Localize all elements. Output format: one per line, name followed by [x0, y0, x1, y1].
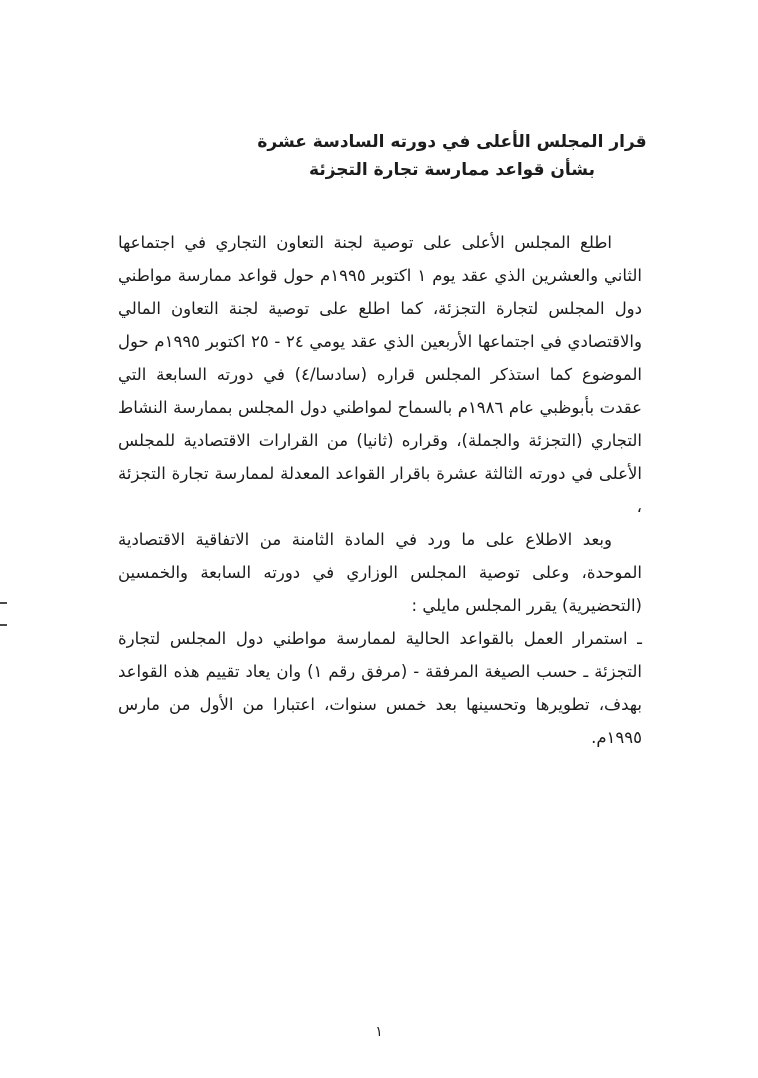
paragraph-decision-item: ـ استمرار العمل بالقواعد الحالية لممارسة مواطني دول المجلس لتجارة التجزئة ـ حسب الصيغة المرفقة - (مرفق رقم ١) وان يعاد تقييم هذه القواعد بهدف، تطويرها وتحسينها بعد خمس سنوات، اعتبارا من الأول من مارس ١٩٩٥م.	[118, 629, 643, 747]
title-line-1: قرار المجلس الأعلى في دورته السادسة عشرة	[257, 132, 647, 152]
scan-mark	[0, 602, 7, 604]
title-line-2: بشأن قواعد ممارسة تجارة التجزئة	[309, 160, 595, 180]
document-body	[118, 226, 642, 754]
paragraph-decision-intro: وبعد الاطلاع على ما ورد في المادة الثامنة من الاتفاقية الاقتصادية الموحدة، وعلى توصية المجلس الوزاري في دورته السابعة والخمسين (التحضيرية) يقرر المجلس مايلي :	[118, 530, 642, 615]
document-title	[190, 128, 714, 184]
page-number: ١	[375, 1024, 383, 1040]
document-content	[118, 128, 647, 754]
scan-mark	[0, 624, 7, 626]
paragraph-preamble: اطلع المجلس الأعلى على توصية لجنة التعاون التجاري في اجتماعها الثاني والعشرين الذي عقد يوم ١ اكتوبر ١٩٩٥م حول قواعد ممارسة مواطني دول المجلس لتجارة التجزئة، كما اطلع على توصية لجنة التعاون المالي والاقتصادي في اجتماعها الأربعين الذي عقد يومي ٢٤ - ٢٥ اكتوبر ١٩٩٥م حول الموضوع كما استذكر المجلس قراره (سادسا/٤) في دورته السابعة التي عقدت بأبوظبي عام ١٩٨٦م بالسماح لمواطني دول المجلس بممارسة النشاط التجاري (التجزئة والجملة)، وقراره (ثانيا) من القرارات الاقتصادية للمجلس الأعلى في دورته الثالثة عشرة باقرار القواعد المعدلة لممارسة تجارة التجزئة ،	[118, 233, 642, 516]
